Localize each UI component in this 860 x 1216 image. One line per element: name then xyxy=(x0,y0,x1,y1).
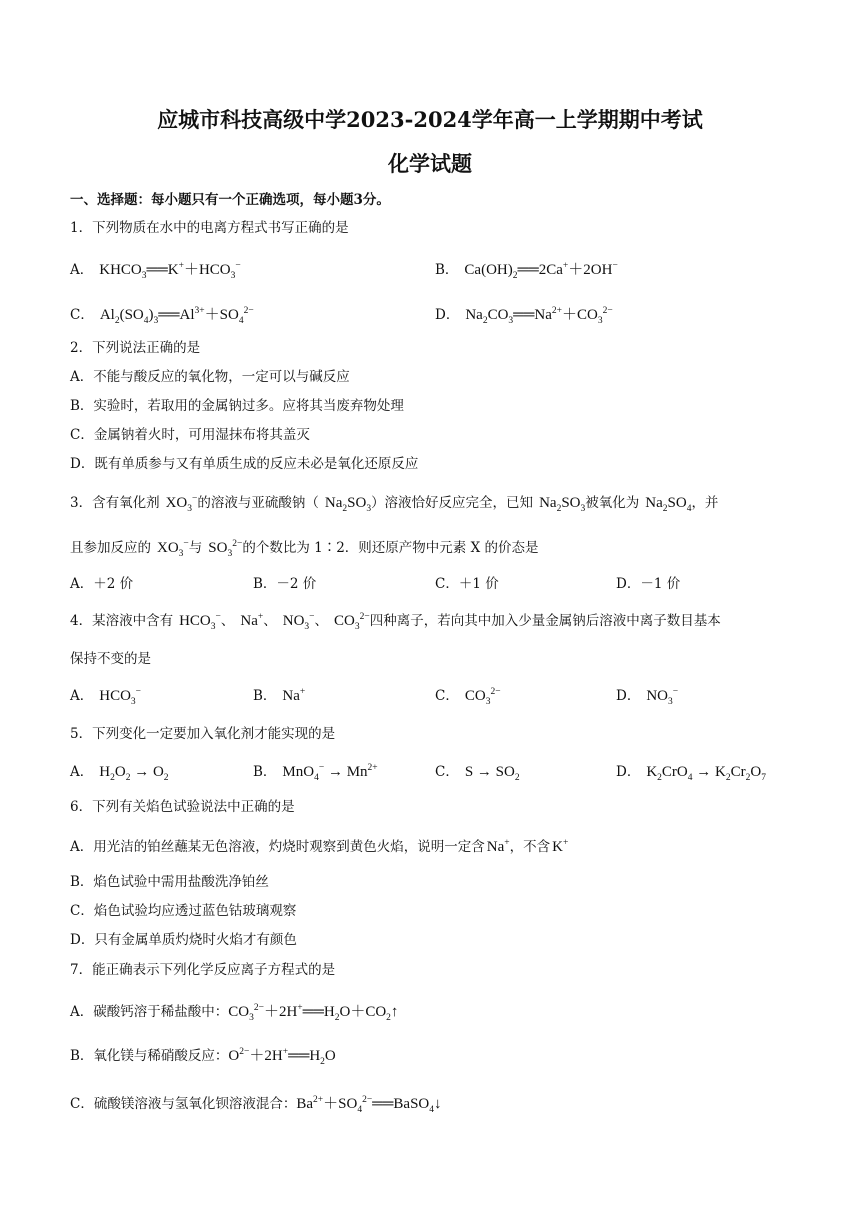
question-6-stem: 6．下列有关焰色试验说法中正确的是 xyxy=(70,799,295,815)
question-1-option-c: C． $Al_2(SO_4)_3══Al^{3+}+SO_4^{2-}$ xyxy=(70,306,254,326)
question-3-option-d: D．－1 价 xyxy=(616,576,681,592)
question-5-option-b: B． $MnO_4^- \to Mn^{2+}$ xyxy=(253,763,378,783)
question-1-option-a: A． $KHCO_3══K^++HCO_3^-$ xyxy=(70,261,241,281)
question-5-stem: 5．下列变化一定要加入氧化剂才能实现的是 xyxy=(70,726,336,742)
question-6-option-b: B．焰色试验中需用盐酸洗净铂丝 xyxy=(70,874,269,890)
question-2-stem: 2．下列说法正确的是 xyxy=(70,340,201,356)
question-6-option-d: D．只有金属单质灼烧时火焰才有颜色 xyxy=(70,932,297,948)
question-3-stem-line-1: 3．含有氧化剂 $XO_3^-$的溶液与亚硫酸钠（ $Na_2SO_3$）溶液恰好反应完全，已知 $Na_2SO_3$被氧化为 $Na_2SO_4$，并 xyxy=(70,494,719,514)
question-4-stem-line-1: 4．某溶液中含有 $HCO_3^-$、 Na+、 $NO_3^-$、 $CO_3^{2-}$四种离子，若向其中加入少量金属钠后溶液中离子数目基本 xyxy=(70,612,721,632)
question-4-stem-line-2: 保持不变的是 xyxy=(70,651,151,667)
question-3-option-a: A．＋2 价 xyxy=(70,576,134,592)
question-2-option-c: C．金属钠着火时，可用湿抹布将其盖灭 xyxy=(70,427,310,443)
question-1-stem: 1．下列物质在水中的电离方程式书写正确的是 xyxy=(70,220,349,236)
question-5-option-d: D． $K_2CrO_4 \to K_2Cr_2O_7$ xyxy=(616,764,766,783)
question-7-option-a: A．碳酸钙溶于稀盐酸中：$CO_3^{2-}+2H^+══H_2O+CO_2↑$ xyxy=(70,1003,399,1023)
question-6-option-c: C．焰色试验均应透过蓝色钴玻璃观察 xyxy=(70,903,297,919)
question-3-option-b: B．－2 价 xyxy=(253,576,317,592)
question-7-option-b: B．氧化镁与稀硝酸反应：$O^{2-}+2H^+══H_2O$ xyxy=(70,1047,336,1067)
question-7-option-c: C．硫酸镁溶液与氢氧化钡溶液混合：$Ba^{2+}+SO_4^{2-}══BaSO_4↓$ xyxy=(70,1095,442,1115)
exam-title: 应城市科技高级中学2023-2024学年高一上学期期中考试 xyxy=(157,107,703,132)
section-heading: 一、选择题：每小题只有一个正确选项，每小题3分。 xyxy=(70,192,390,208)
question-6-option-a: A．用光洁的铂丝蘸某无色溶液，灼烧时观察到黄色火焰，说明一定含 Na+，不含 K+ xyxy=(70,838,569,855)
question-4-option-a: A． $HCO_3^-$ xyxy=(70,687,142,707)
question-4-option-b: B． Na+ xyxy=(253,687,306,704)
question-5-option-a: A． $H_2O_2 \to O_2$ xyxy=(70,764,169,783)
question-2-option-d: D．既有单质参与又有单质生成的反应未必是氧化还原反应 xyxy=(70,456,419,472)
question-4-option-c: C． $CO_3^{2-}$ xyxy=(435,687,501,707)
exam-subtitle: 化学试题 xyxy=(388,151,472,176)
question-3-stem-line-2: 且参加反应的 $XO_3^-$与 $SO_3^{2-}$的个数比为 1∶2．则还原产物中元素 X 的价态是 xyxy=(70,539,539,559)
question-5-option-c: C． $S \to SO_2$ xyxy=(435,764,520,783)
question-2-option-b: B．实验时，若取用的金属钠过多。应将其当废弃物处理 xyxy=(70,398,404,414)
question-2-option-a: A．不能与酸反应的氧化物，一定可以与碱反应 xyxy=(70,369,350,385)
question-3-option-c: C．＋1 价 xyxy=(435,576,499,592)
question-1-option-b: B． $Ca(OH)_2══2Ca^++2OH^-$ xyxy=(435,261,618,281)
question-1-option-d: D． $Na_2CO_3══Na^{2+}+CO_3^{2-}$ xyxy=(435,306,613,326)
question-7-stem: 7．能正确表示下列化学反应离子方程式的是 xyxy=(70,962,336,978)
question-4-option-d: D． $NO_3^-$ xyxy=(616,687,679,707)
